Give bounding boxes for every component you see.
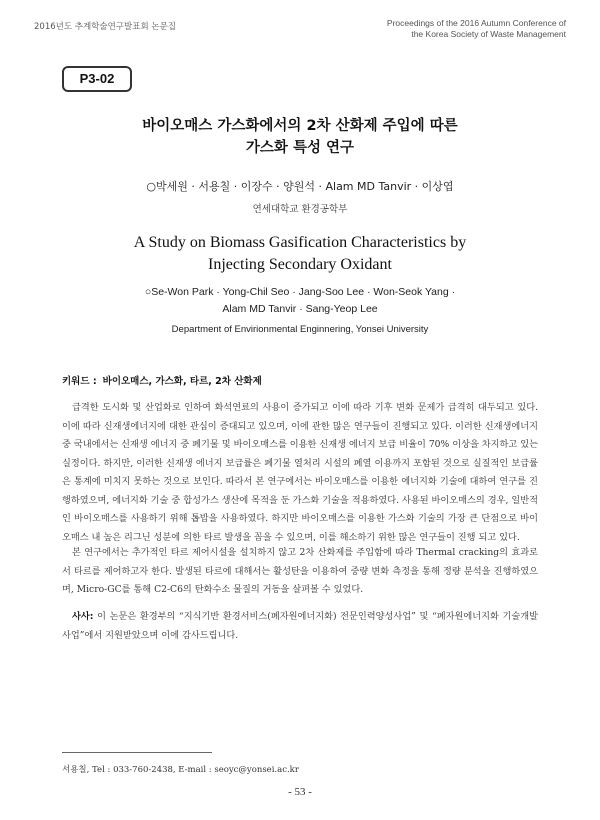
english-authors-line1: ○Se-Won Park · Yong-Chil Seo · Jang-Soo Lee · Won-Seok Yang · <box>144 286 456 298</box>
english-title-line1: A Study on Biomass Gasification Characteristics by <box>133 234 467 251</box>
korean-title-line1: 바이오매스 가스화에서의 2차 산화제 주입에 따른 <box>142 118 458 134</box>
running-header-right-line2: the Korea Society of Waste Management <box>411 29 566 39</box>
acknowledgement-text: 이 논문은 환경부의 “지식기반 환경서비스(폐자원에너지화) 전문인력양성사업” 및 “폐자원에너지화 기술개발사업”에서 지원받았으며 이에 감사드립니다. <box>62 611 538 641</box>
korean-affiliation: 연세대학교 환경공학부 <box>252 204 348 215</box>
running-header-right <box>306 18 566 40</box>
body-paragraph-2: 본 연구에서는 추가적인 타르 제어시설을 설치하지 않고 2차 산화제를 주입함에 따라 Thermal cracking의 효과로서 타르를 제어하고자 한다. 발생된 타르에 대해서는 활성탄을 이용하여 중량 변화 측정을 통해 정량 분석을 진행하였으며, Micro-GC를 통해 C2-C6의 탄화수소 물질의 거동을 살펴볼 수 있었다. <box>62 547 538 595</box>
keywords-line <box>62 373 262 387</box>
korean-title-line2: 가스화 특성 연구 <box>245 140 355 156</box>
english-affiliation: Department of Envirionmental Enginnering, Yonsei University <box>171 324 429 335</box>
english-authors-line2: Alam MD Tanvir · Sang-Yeop Lee <box>222 303 378 315</box>
footnote-divider <box>62 752 212 753</box>
running-header-left: 2016년도 추계학술연구발표회 논문집 <box>34 22 176 32</box>
page-number: - 53 - <box>288 786 312 798</box>
korean-authors: ○박세원 · 서용칠 · 이장수 · 양원석 · Alam MD Tanvir · 이상엽 <box>146 180 454 193</box>
acknowledgement-label: 사사: <box>72 611 94 622</box>
body-paragraph-1: 급격한 도시화 및 산업화로 인하여 화석연료의 사용이 증가되고 이에 따라 기후 변화 문제가 급격히 대두되고 있다. 이에 따라 신재생에너지에 대한 관심이 증대되고 있으며, 이에 관한 많은 연구들이 진행되고 있다. 이러한 신재생에너지 중 국내에서는 신재생 에너지 중 폐기물 및 바이오매스를 이용한 신재생 에너지 보급 비율이 70% 이상을 차지하고 있는 실정이다. 하지만, 이러한 신재생 에너지 보급률은 폐기물 열처리 시설의 폐열 이용까지 포함된 것으로 실질적인 보급률은 통계에 미치지 못하는 것으로 보인다. 따라서 본 연구에서는 바이오매스를 이용한 에너지화 기술에 대하여 연구를 진행하였으며, 에너지화 기술 중 합성가스 생산에 목적을 둔 가스화 기술을 적용하였다. 사용된 바이오매스의 경우, 일반적인 바이오매스를 사용하기 위해 톱밥을 사용하였다. 하지만 바이오매스를 이용한 가스화 기술의 가장 큰 단점으로 바이오매스 내 높은 리그닌 성분에 의한 타르 발생을 꼽을 수 있으며, 이를 해소하기 위한 많은 연구들이 진행 되고 있다. <box>62 402 538 543</box>
paper-code-badge: P3-02 <box>62 66 132 92</box>
english-title-line2: Injecting Secondary Oxidant <box>208 256 392 273</box>
acknowledgement <box>62 608 538 645</box>
running-header-right-line1: Proceedings of the 2016 Autumn Conference of <box>386 18 566 28</box>
footnote-contact: 서용칠, Tel : 033-760-2438, E-mail : seoyc@yonsei.ac.kr <box>62 765 299 775</box>
keywords-value: 바이오매스, 가스화, 타르, 2차 산화제 <box>102 376 262 387</box>
keywords-label: 키워드 : <box>62 376 97 387</box>
